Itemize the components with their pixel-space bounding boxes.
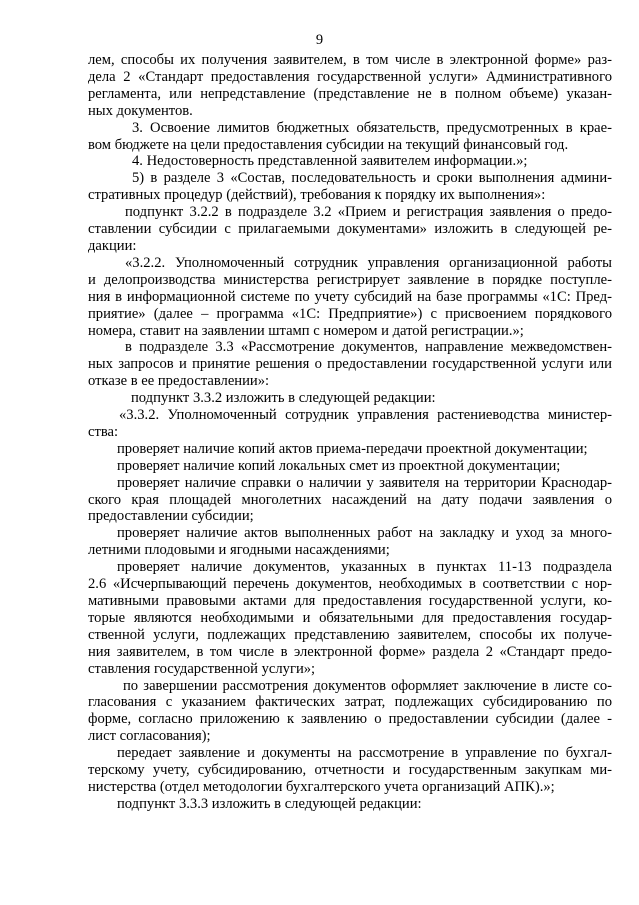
text-line: подпункт 3.3.3 изложить в следующей редакции: — [117, 795, 422, 812]
text-line: предоставлении субсидии; — [88, 508, 254, 525]
text-line: проверяет наличие актов выполненных работ на закладку и уход за много- — [117, 525, 612, 542]
text-line: ставления государственной услуги»; — [88, 660, 316, 677]
text-line: передает заявление и документы на рассмотрение в управление по бухгал- — [117, 745, 612, 762]
text-line: 3. Освоение лимитов бюджетных обязательств, предусмотренных в крае- — [132, 119, 612, 136]
text-line: проверяет наличие справки о наличии у заявителя на территории Краснодар- — [117, 474, 612, 491]
text-line: по завершении рассмотрения документов оформляет заключение в листе со- — [123, 677, 612, 694]
text-line: номера, ставит на заявлении штамп с номером и датой регистрации.»; — [88, 322, 524, 339]
text-line: 2.6 «Исчерпывающий перечень документов, необходимых в соответствии с нор- — [88, 576, 612, 593]
text-line: отказе в ее предоставлении»: — [88, 373, 270, 390]
text-line: ных запросов и принятие решения о предоставлении государственной услуги или — [88, 356, 612, 373]
text-line: вом бюджете на цели предоставления субсидии на текущий финансовый год. — [88, 136, 569, 153]
text-line: подпункт 3.2.2 в подразделе 3.2 «Прием и регистрация заявления о предо- — [125, 204, 612, 221]
text-line: гласования с указанием фактических затрат, подлежащих субсидированию по — [88, 694, 612, 711]
text-line: проверяет наличие копий актов приема-передачи проектной документации; — [117, 440, 588, 457]
text-line: 4. Недостоверность представленной заявителем информации.»; — [132, 153, 528, 170]
text-line: лист согласования); — [88, 728, 211, 745]
text-line: 5) в разделе 3 «Состав, последовательность и сроки выполнения админи- — [132, 170, 612, 187]
text-line: «3.3.2. Уполномоченный сотрудник управления растениеводства министер- — [119, 407, 612, 424]
text-line: проверяет наличие документов, указанных в пунктах 11-13 подраздела — [117, 559, 612, 576]
text-line: приятие» (далее – программа «1С: Предприятие») с присвоением порядкового — [88, 305, 612, 322]
text-line: ния заявителем, в том числе в электронной форме» раздела 2 «Стандарт предо- — [88, 643, 612, 660]
text-line: стративных процедур (действий), требования к порядку их выполнения»: — [88, 187, 546, 204]
text-line: летними плодовыми и ягодными насаждениями; — [88, 542, 390, 559]
text-line: ных документов. — [88, 102, 193, 119]
text-line: регламента, или непредставление (представление не в полном объеме) указан- — [88, 85, 612, 102]
text-line: форме, согласно приложению к заявлению о предоставлении субсидии (далее - — [88, 711, 612, 728]
document-body — [88, 52, 612, 813]
text-line: ния в информационной системе по учету субсидий на базе программы «1С: Пред- — [88, 288, 612, 305]
text-line: «3.2.2. Уполномоченный сотрудник управления организационной работы — [125, 254, 612, 271]
text-line: ственной услуги, подлежащих представлению заявителем, способы их получе- — [88, 626, 612, 643]
text-line: в подразделе 3.3 «Рассмотрение документов, направление межведомствен- — [125, 339, 612, 356]
text-line: дакции: — [88, 237, 137, 254]
page-number: 9 — [315, 32, 324, 48]
text-line: торые являются необходимыми и обязательными для предоставления государ- — [88, 609, 612, 626]
text-line: ского края площадей многолетних насаждений на дату подачи заявления о — [88, 491, 612, 508]
text-line: и делопроизводства министерства регистрирует заявление в порядке поступле- — [88, 271, 612, 288]
text-line: ставлении субсидии с прилагаемыми документами» изложить в следующей ре- — [88, 221, 612, 238]
text-line: нистерства (отдел методологии бухгалтерского учета организаций АПК).»; — [88, 778, 555, 795]
text-line: лем, способы их получения заявителем, в том числе в электронной форме» раз- — [88, 52, 612, 68]
text-line: ства: — [88, 423, 119, 440]
text-line: подпункт 3.3.2 изложить в следующей редакции: — [131, 390, 436, 407]
text-line: мативными правовыми актами для предоставления государственной услуги, ко- — [88, 593, 612, 609]
text-line: дела 2 «Стандарт предоставления государственной услуги» Административного — [88, 68, 612, 85]
text-line: проверяет наличие копий локальных смет из проектной документации; — [117, 457, 561, 474]
text-line: терскому учету, субсидированию, отчетности и государственным закупкам ми- — [88, 762, 612, 779]
